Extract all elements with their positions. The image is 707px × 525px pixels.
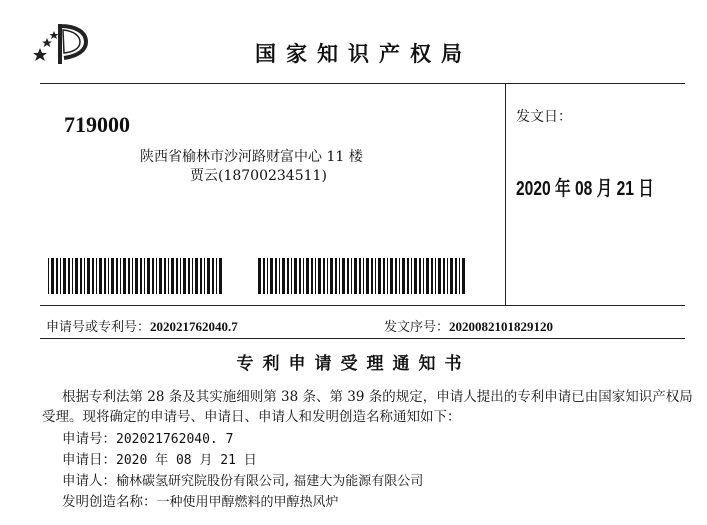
field-value: 2020 年 08 月 21 日 bbox=[116, 453, 257, 468]
serial-number-row bbox=[384, 316, 553, 335]
field-application-date bbox=[62, 448, 257, 468]
field-applicant bbox=[62, 469, 423, 489]
field-application-number bbox=[62, 427, 233, 447]
postcode: 719000 bbox=[64, 112, 130, 137]
serial-number-label: 发文序号： bbox=[384, 320, 450, 335]
notice-paragraph-line1: 根据专利法第 28 条及其实施细则第 38 条、第 39 条的规定，申请人提出的专利申请已由国家知识产权局 bbox=[62, 389, 693, 405]
dispatch-date-label: 发文日： bbox=[516, 109, 572, 125]
application-number-label: 申请号或专利号： bbox=[46, 320, 151, 335]
recipient: 贾云(18700234511) bbox=[190, 168, 327, 184]
date-column-divider bbox=[505, 83, 506, 305]
field-label: 发明创造名称： bbox=[62, 494, 157, 510]
barcode-left bbox=[48, 258, 223, 294]
field-value: 榆林碳氢研究院股份有限公司, 福建大为能源有限公司 bbox=[116, 474, 424, 489]
serial-number-value: 2020082101829120 bbox=[449, 319, 554, 334]
mailing-address: 陕西省榆林市沙河路财富中心 11 楼 bbox=[140, 149, 363, 165]
barcode-right bbox=[258, 258, 468, 294]
dispatch-date-value: 2020 年 08 月 21 日 bbox=[516, 178, 654, 200]
notice-paragraph-line2: 受理。现将确定的申请号、申请日、申请人和发明创造名称通知如下： bbox=[42, 409, 461, 425]
field-label: 申请日： bbox=[62, 452, 116, 468]
field-label: 申请人： bbox=[62, 473, 116, 489]
notice-title: 专利申请受理通知书 bbox=[236, 354, 471, 374]
field-label: 申请号： bbox=[62, 431, 116, 447]
field-value: 一种使用甲醇燃料的甲醇热风炉 bbox=[156, 495, 339, 510]
header-divider bbox=[40, 83, 685, 84]
reference-row-divider bbox=[40, 338, 685, 339]
field-value: 202021762040. 7 bbox=[116, 432, 234, 447]
application-number-value: 202021762040.7 bbox=[150, 319, 238, 334]
cnipa-logo bbox=[30, 20, 92, 66]
application-number-row bbox=[46, 316, 238, 335]
office-name: 国家知识产权局 bbox=[255, 41, 472, 66]
address-block-divider bbox=[40, 305, 685, 306]
field-invention-title bbox=[62, 490, 339, 510]
